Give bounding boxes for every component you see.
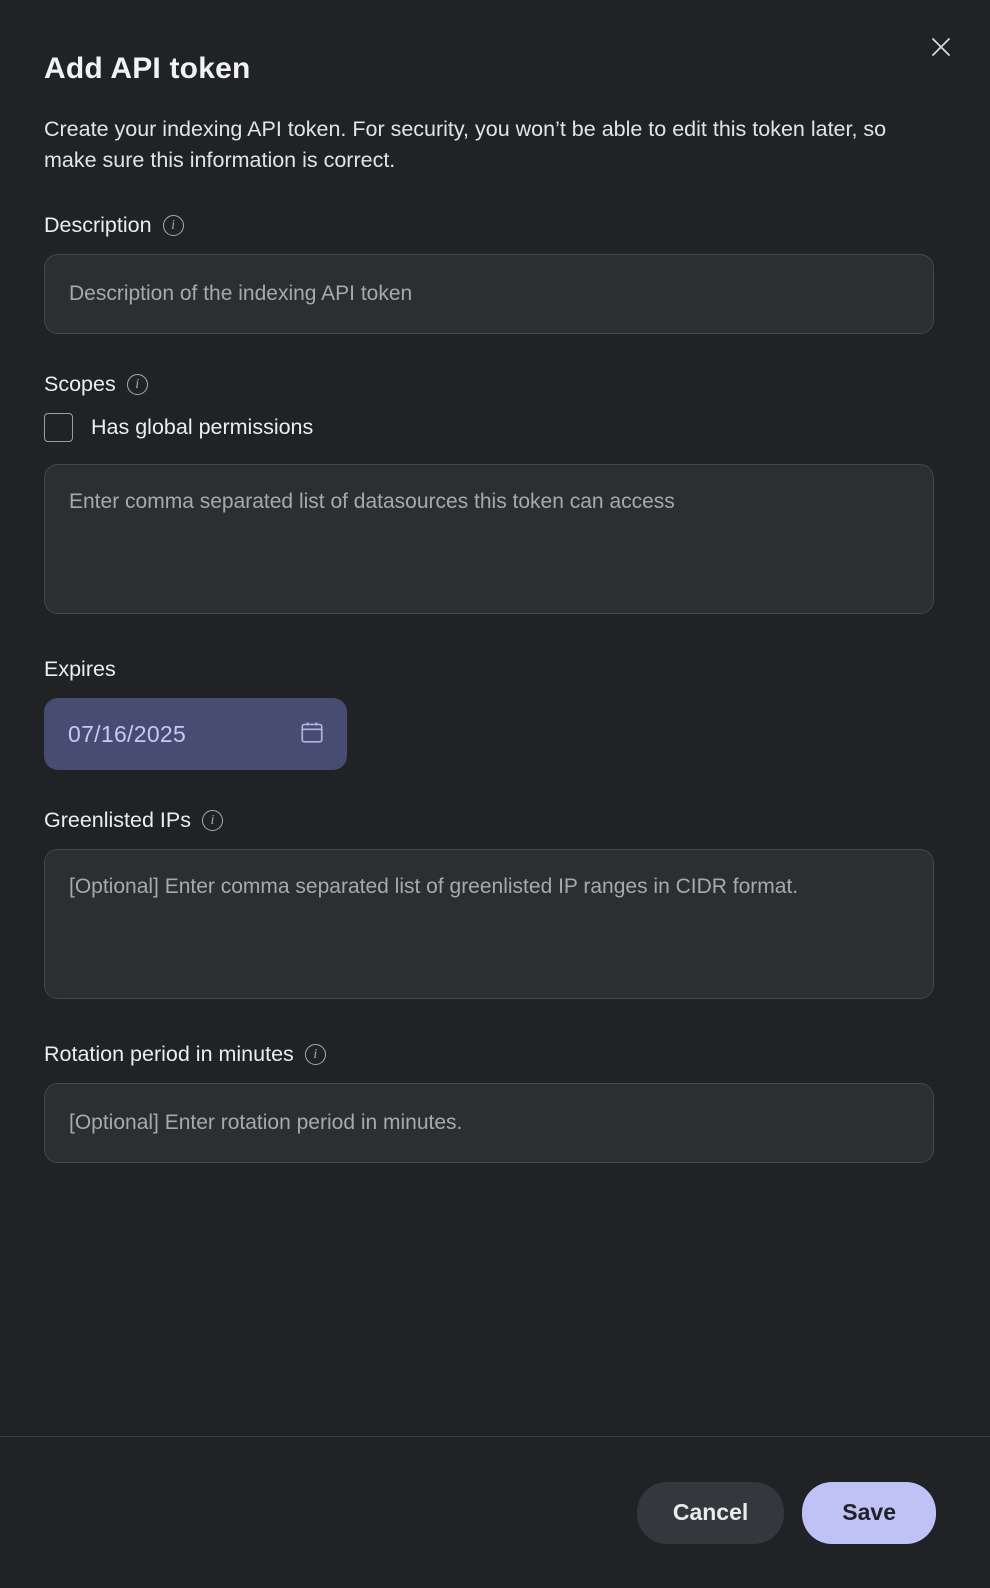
expires-label-row <box>44 657 946 682</box>
dialog-description: Create your indexing API token. For security, you won’t be able to edit this token later, so make sure this information is correct. <box>44 117 887 172</box>
rotation-period-input[interactable] <box>44 1083 934 1163</box>
global-permissions-row[interactable] <box>44 413 946 442</box>
info-icon[interactable]: i <box>163 215 184 236</box>
info-icon[interactable]: i <box>127 374 148 395</box>
info-icon[interactable]: i <box>305 1044 326 1065</box>
expires-date-picker[interactable] <box>44 698 347 770</box>
greenlisted-ips-label: Greenlisted IPs <box>44 808 191 833</box>
cancel-button[interactable]: Cancel <box>637 1482 784 1544</box>
calendar-icon[interactable] <box>299 719 325 750</box>
expires-date-value: 07/16/2025 <box>68 720 187 747</box>
dialog-footer <box>0 1436 990 1588</box>
rotation-period-label-row <box>44 1042 946 1067</box>
expires-field-group <box>44 657 946 770</box>
description-input[interactable] <box>44 254 934 334</box>
description-label-row <box>44 213 946 238</box>
info-icon[interactable]: i <box>202 810 223 831</box>
rotation-period-label: Rotation period in minutes <box>44 1042 294 1067</box>
description-field-group <box>44 213 946 334</box>
rotation-period-field-group <box>44 1042 946 1163</box>
close-icon[interactable] <box>922 28 960 66</box>
global-permissions-label: Has global permissions <box>91 415 314 440</box>
page-title: Add API token <box>44 52 251 85</box>
greenlisted-ips-input[interactable] <box>44 849 934 999</box>
scopes-label: Scopes <box>44 372 116 397</box>
greenlisted-ips-label-row <box>44 808 946 833</box>
expires-label: Expires <box>44 657 116 682</box>
save-button[interactable]: Save <box>802 1482 936 1544</box>
global-permissions-checkbox[interactable] <box>44 413 73 442</box>
scopes-label-row <box>44 372 946 397</box>
scopes-field-group <box>44 372 946 619</box>
scopes-datasources-input[interactable] <box>44 464 934 614</box>
greenlisted-ips-field-group <box>44 808 946 1004</box>
description-label: Description <box>44 213 152 238</box>
